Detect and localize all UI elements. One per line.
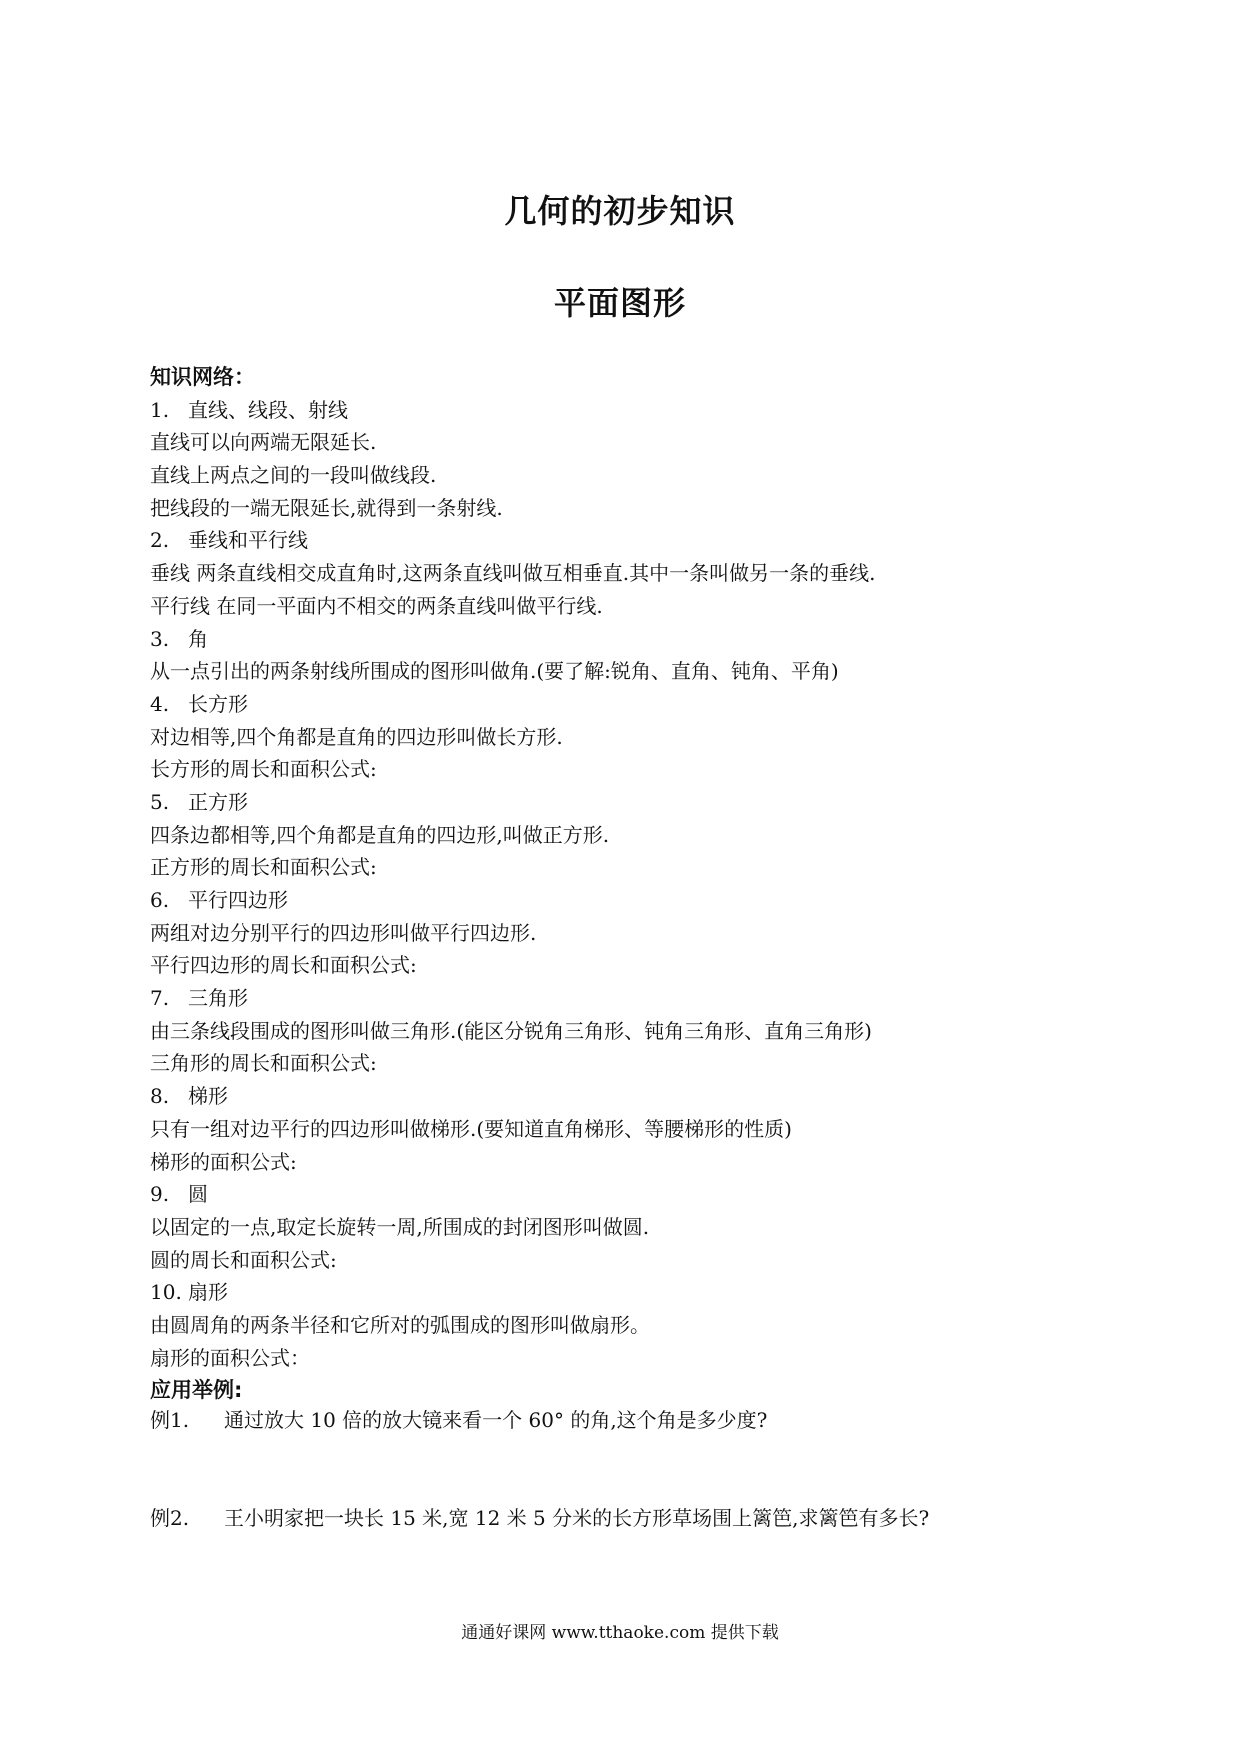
item-heading xyxy=(150,524,1110,557)
item-number: 6. xyxy=(150,888,170,912)
item-heading xyxy=(150,1276,1110,1309)
item-line: 垂线 两条直线相交成直角时,这两条直线叫做互相垂直.其中一条叫做另一条的垂线. xyxy=(150,561,876,586)
item-heading xyxy=(150,1178,1110,1211)
item-line: 对边相等,四个角都是直角的四边形叫做长方形. xyxy=(150,724,563,749)
item-number: 4. xyxy=(150,691,170,716)
item-title: 梯形 xyxy=(188,1084,228,1109)
item-heading xyxy=(150,394,1110,427)
example-2 xyxy=(150,1502,929,1534)
item-title: 长方形 xyxy=(188,691,248,716)
item-number: 8. xyxy=(150,1084,170,1109)
item-title: 三角形 xyxy=(188,986,248,1011)
item-heading xyxy=(150,1080,1110,1113)
item-heading xyxy=(150,786,1110,819)
item-line: 只有一组对边平行的四边形叫做梯形.(要知道直角梯形、等腰梯形的性质) xyxy=(150,1116,792,1141)
item-line: 以固定的一点,取定长旋转一周,所围成的封闭图形叫做圆. xyxy=(150,1214,650,1239)
item-line: 把线段的一端无限延长,就得到一条射线. xyxy=(150,495,503,520)
item-line: 直线可以向两端无限延长. xyxy=(150,430,377,455)
section-heading-examples: 应用举例: xyxy=(150,1378,243,1403)
example-text: 通过放大 10 倍的放大镜来看一个 60° 的角,这个角是多少度? xyxy=(224,1408,768,1432)
item-number: 10. xyxy=(150,1280,182,1305)
item-line: 两组对边分别平行的四边形叫做平行四边形. xyxy=(150,920,537,945)
item-title: 直线、线段、射线 xyxy=(188,397,348,422)
item-number: 9. xyxy=(150,1182,170,1207)
knowledge-items xyxy=(150,394,1110,1375)
item-number: 5. xyxy=(150,789,170,814)
item-number: 1. xyxy=(150,397,170,422)
item-number: 3. xyxy=(150,626,170,651)
item-heading xyxy=(150,982,1110,1015)
item-line: 长方形的周长和面积公式: xyxy=(150,757,377,782)
example-label: 例1. xyxy=(150,1408,190,1432)
example-text: 王小明家把一块长 15 米,宽 12 米 5 分米的长方形草场围上篱笆,求篱笆有多长? xyxy=(224,1506,930,1530)
item-title: 正方形 xyxy=(188,789,248,814)
item-line: 直线上两点之间的一段叫做线段. xyxy=(150,463,437,488)
item-heading xyxy=(150,623,1110,656)
item-line: 三角形的周长和面积公式: xyxy=(150,1051,377,1076)
item-line: 由圆周角的两条半径和它所对的弧围成的图形叫做扇形。 xyxy=(150,1312,650,1337)
item-line: 圆的周长和面积公式: xyxy=(150,1247,337,1272)
item-title: 角 xyxy=(188,626,208,651)
knowledge-network xyxy=(150,361,1110,1407)
item-number: 7. xyxy=(150,986,170,1011)
example-1 xyxy=(150,1404,767,1436)
page-subtitle: 平面图形 xyxy=(553,284,686,322)
item-line: 从一点引出的两条射线所围成的图形叫做角.(要了解:锐角、直角、钝角、平角) xyxy=(150,659,839,684)
item-heading xyxy=(150,884,1110,917)
item-title: 圆 xyxy=(188,1182,208,1207)
item-line: 平行线 在同一平面内不相交的两条直线叫做平行线. xyxy=(150,593,603,618)
page-title: 几何的初步知识 xyxy=(504,192,736,230)
item-line: 四条边都相等,四个角都是直角的四边形,叫做正方形. xyxy=(150,822,610,847)
item-line: 平行四边形的周长和面积公式: xyxy=(150,953,417,978)
item-number: 2. xyxy=(150,528,170,553)
item-title: 垂线和平行线 xyxy=(188,528,308,553)
example-label: 例2. xyxy=(150,1506,190,1530)
page-footer: 通通好课网 www.tthaoke.com 提供下载 xyxy=(461,1623,779,1643)
item-line: 梯形的面积公式: xyxy=(150,1149,297,1174)
item-heading xyxy=(150,688,1110,721)
section-heading-network: 知识网络： xyxy=(150,365,255,389)
item-line: 由三条线段围成的图形叫做三角形.(能区分锐角三角形、钝角三角形、直角三角形) xyxy=(150,1018,872,1043)
item-line: 扇形的面积公式： xyxy=(150,1345,310,1370)
item-title: 扇形 xyxy=(188,1280,228,1305)
item-line: 正方形的周长和面积公式: xyxy=(150,855,377,880)
item-title: 平行四边形 xyxy=(188,888,288,912)
